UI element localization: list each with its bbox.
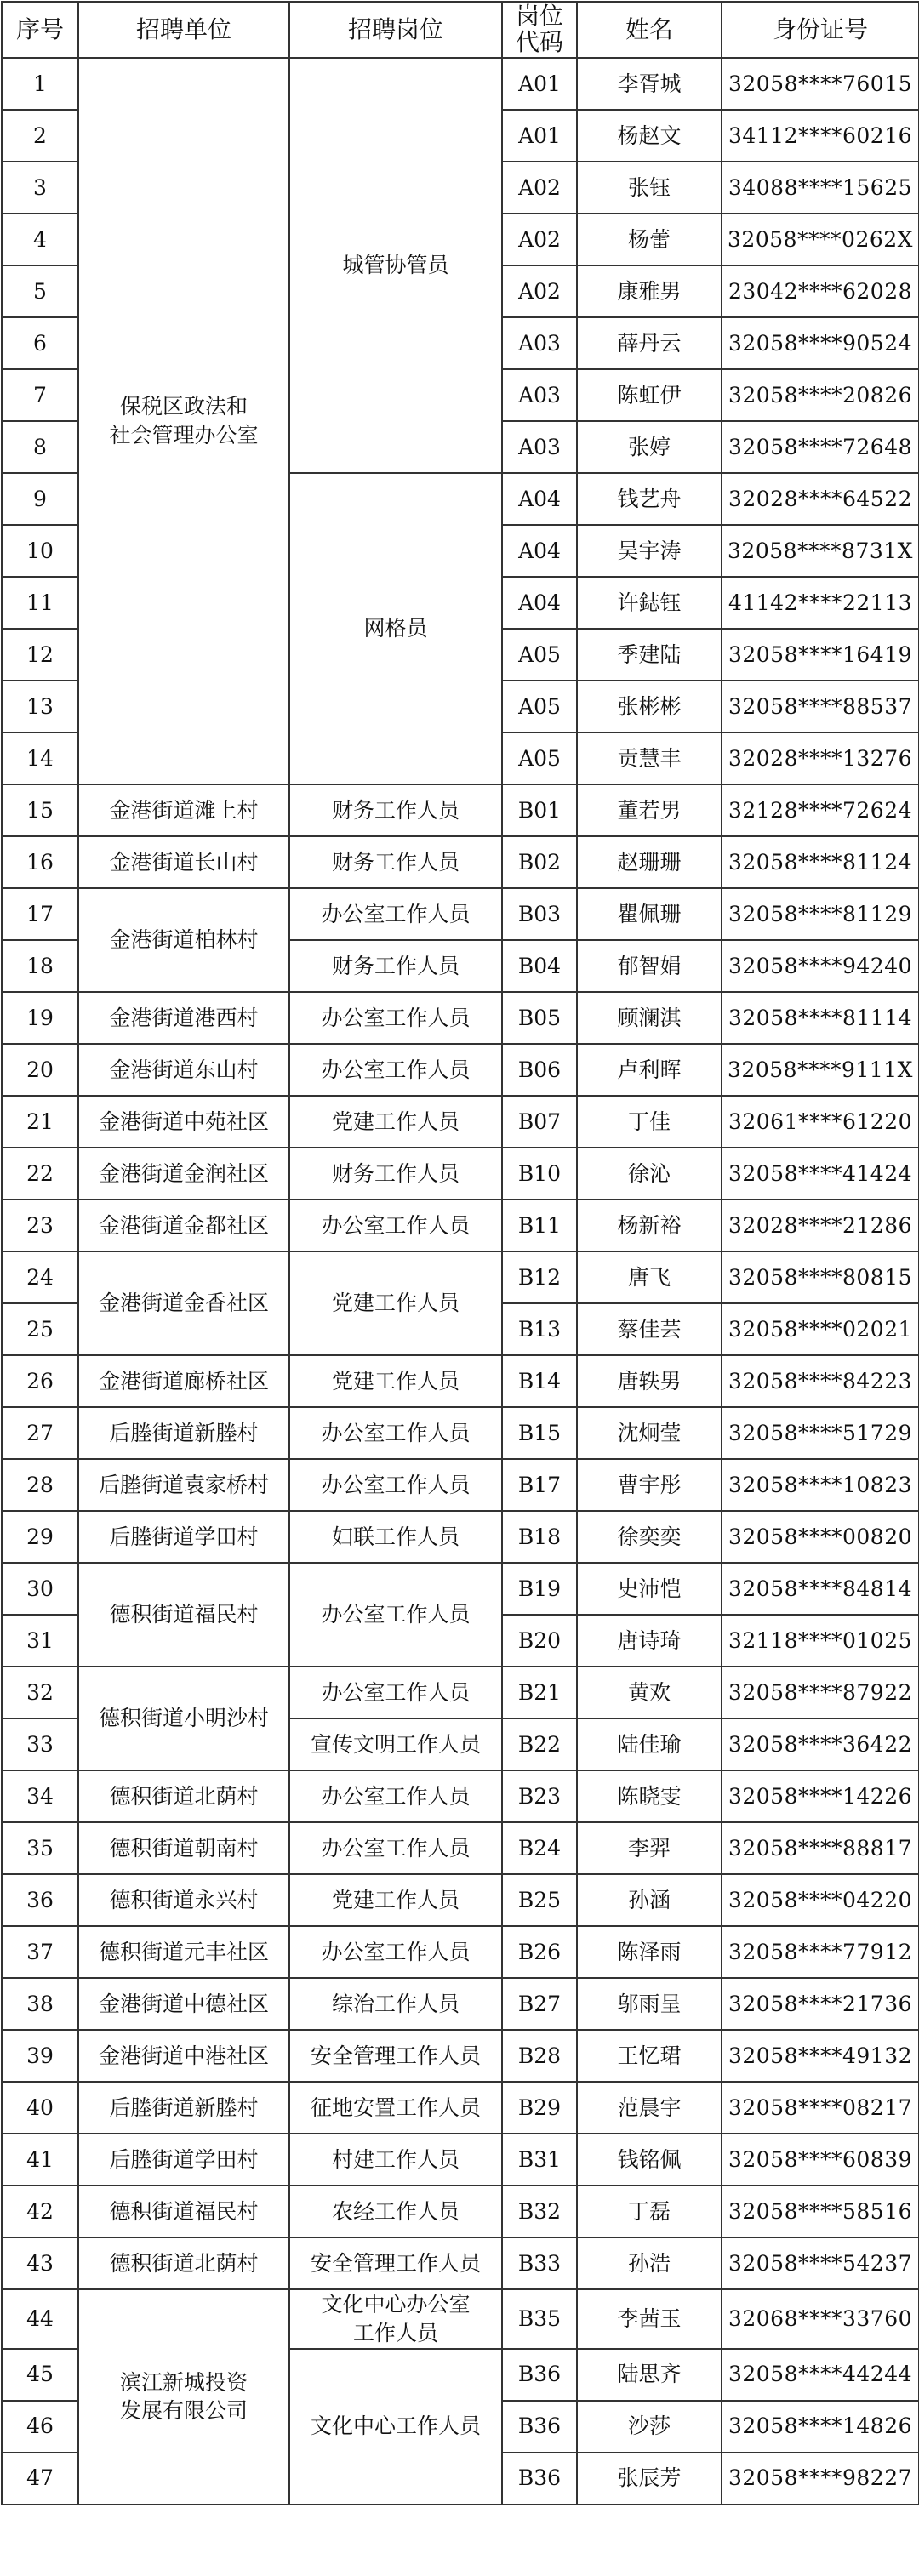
post-code-cell: A04 xyxy=(502,473,577,525)
id-number-cell: 32058****0262X xyxy=(722,214,919,265)
name-cell: 郁智娟 xyxy=(577,940,722,992)
header-seq: 序号 xyxy=(2,2,78,58)
post-cell: 办公室工作人员 xyxy=(289,1667,502,1718)
name-cell: 沈炯莹 xyxy=(577,1407,722,1459)
id-number-cell: 32058****94240 xyxy=(722,940,919,992)
post-code-cell: B22 xyxy=(502,1718,577,1770)
post-code-cell: B18 xyxy=(502,1511,577,1563)
post-code-cell: B26 xyxy=(502,1926,577,1978)
name-cell: 孙涵 xyxy=(577,1874,722,1926)
id-number-cell: 32058****49132 xyxy=(722,2030,919,2082)
post-code-cell: B20 xyxy=(502,1615,577,1667)
post-cell: 妇联工作人员 xyxy=(289,1511,502,1563)
post-code-cell: B17 xyxy=(502,1459,577,1511)
name-cell: 张彬彬 xyxy=(577,681,722,732)
post-code-cell: A03 xyxy=(502,317,577,369)
post-cell: 党建工作人员 xyxy=(289,1096,502,1148)
unit-cell: 金港街道中苑社区 xyxy=(78,1096,289,1148)
name-cell: 董若男 xyxy=(577,784,722,836)
name-cell: 丁磊 xyxy=(577,2186,722,2237)
table-row xyxy=(2,1770,919,1822)
seq-cell: 11 xyxy=(2,577,78,629)
table-row xyxy=(2,2030,919,2082)
post-code-cell: A03 xyxy=(502,369,577,421)
post-code-cell: B12 xyxy=(502,1251,577,1303)
seq-cell: 47 xyxy=(2,2453,78,2505)
id-number-cell: 32058****00820 xyxy=(722,1511,919,1563)
table-row xyxy=(2,2289,919,2349)
post-code-cell: B29 xyxy=(502,2082,577,2134)
id-number-cell: 32058****88817 xyxy=(722,1822,919,1874)
post-cell: 办公室工作人员 xyxy=(289,992,502,1044)
seq-cell: 1 xyxy=(2,58,78,110)
seq-cell: 22 xyxy=(2,1148,78,1200)
post-code-cell: B23 xyxy=(502,1770,577,1822)
name-cell: 赵珊珊 xyxy=(577,836,722,888)
post-cell: 城管协管员 xyxy=(289,58,502,473)
unit-cell: 金港街道港西村 xyxy=(78,992,289,1044)
post-code-cell: B36 xyxy=(502,2349,577,2401)
name-cell: 徐沁 xyxy=(577,1148,722,1200)
id-number-cell: 32058****80815 xyxy=(722,1251,919,1303)
unit-cell: 滨江新城投资 发展有限公司 xyxy=(78,2289,289,2505)
name-cell: 丁佳 xyxy=(577,1096,722,1148)
name-cell: 孙浩 xyxy=(577,2237,722,2289)
id-number-cell: 32028****21286 xyxy=(722,1200,919,1251)
name-cell: 陈泽雨 xyxy=(577,1926,722,1978)
name-cell: 张辰芳 xyxy=(577,2453,722,2505)
name-cell: 徐奕奕 xyxy=(577,1511,722,1563)
post-code-cell: B07 xyxy=(502,1096,577,1148)
post-cell: 办公室工作人员 xyxy=(289,1407,502,1459)
seq-cell: 12 xyxy=(2,629,78,681)
name-cell: 范晨宇 xyxy=(577,2082,722,2134)
seq-cell: 41 xyxy=(2,2134,78,2186)
name-cell: 张婷 xyxy=(577,421,722,473)
name-cell: 李羿 xyxy=(577,1822,722,1874)
post-code-cell: B14 xyxy=(502,1355,577,1407)
post-code-cell: B32 xyxy=(502,2186,577,2237)
table-row xyxy=(2,2186,919,2237)
id-number-cell: 32058****14226 xyxy=(722,1770,919,1822)
seq-cell: 13 xyxy=(2,681,78,732)
table-row xyxy=(2,1667,919,1718)
post-code-cell: A02 xyxy=(502,214,577,265)
roster-body xyxy=(2,58,919,2505)
seq-cell: 32 xyxy=(2,1667,78,1718)
unit-cell: 金港街道金都社区 xyxy=(78,1200,289,1251)
table-row xyxy=(2,1200,919,1251)
table-row xyxy=(2,1563,919,1615)
recruitment-roster-table xyxy=(1,1,919,2505)
seq-cell: 34 xyxy=(2,1770,78,1822)
name-cell: 蔡佳芸 xyxy=(577,1303,722,1355)
unit-cell: 金港街道滩上村 xyxy=(78,784,289,836)
id-number-cell: 32058****14826 xyxy=(722,2401,919,2453)
seq-cell: 10 xyxy=(2,525,78,577)
post-code-cell: B31 xyxy=(502,2134,577,2186)
post-code-cell: A04 xyxy=(502,525,577,577)
seq-cell: 20 xyxy=(2,1044,78,1096)
unit-cell: 后塍街道学田村 xyxy=(78,1511,289,1563)
seq-cell: 38 xyxy=(2,1978,78,2030)
post-code-cell: B06 xyxy=(502,1044,577,1096)
post-cell: 安全管理工作人员 xyxy=(289,2030,502,2082)
name-cell: 陈虹伊 xyxy=(577,369,722,421)
post-code-cell: B36 xyxy=(502,2401,577,2453)
post-code-cell: A02 xyxy=(502,265,577,317)
post-code-cell: B01 xyxy=(502,784,577,836)
id-number-cell: 32058****84814 xyxy=(722,1563,919,1615)
seq-cell: 35 xyxy=(2,1822,78,1874)
seq-cell: 39 xyxy=(2,2030,78,2082)
post-cell: 办公室工作人员 xyxy=(289,1822,502,1874)
unit-cell: 德积街道永兴村 xyxy=(78,1874,289,1926)
seq-cell: 2 xyxy=(2,110,78,162)
post-code-cell: B04 xyxy=(502,940,577,992)
post-cell: 村建工作人员 xyxy=(289,2134,502,2186)
post-code-cell: B33 xyxy=(502,2237,577,2289)
seq-cell: 24 xyxy=(2,1251,78,1303)
seq-cell: 36 xyxy=(2,1874,78,1926)
unit-cell: 德积街道元丰社区 xyxy=(78,1926,289,1978)
name-cell: 杨赵文 xyxy=(577,110,722,162)
post-code-cell: B36 xyxy=(502,2453,577,2505)
id-number-cell: 32058****20826 xyxy=(722,369,919,421)
unit-cell: 金港街道长山村 xyxy=(78,836,289,888)
seq-cell: 33 xyxy=(2,1718,78,1770)
id-number-cell: 32058****54237 xyxy=(722,2237,919,2289)
id-number-cell: 32058****58516 xyxy=(722,2186,919,2237)
post-code-cell: B28 xyxy=(502,2030,577,2082)
unit-cell: 金港街道柏林村 xyxy=(78,888,289,992)
unit-cell: 德积街道北荫村 xyxy=(78,2237,289,2289)
seq-cell: 23 xyxy=(2,1200,78,1251)
seq-cell: 18 xyxy=(2,940,78,992)
table-row xyxy=(2,2134,919,2186)
name-cell: 卢利晖 xyxy=(577,1044,722,1096)
name-cell: 季建陆 xyxy=(577,629,722,681)
seq-cell: 6 xyxy=(2,317,78,369)
table-row xyxy=(2,1874,919,1926)
name-cell: 瞿佩珊 xyxy=(577,888,722,940)
name-cell: 王忆珺 xyxy=(577,2030,722,2082)
unit-cell: 金港街道金香社区 xyxy=(78,1251,289,1355)
table-row xyxy=(2,784,919,836)
post-cell: 办公室工作人员 xyxy=(289,1459,502,1511)
unit-cell: 后塍街道学田村 xyxy=(78,2134,289,2186)
unit-cell: 后塍街道新塍村 xyxy=(78,2082,289,2134)
unit-cell: 德积街道北荫村 xyxy=(78,1770,289,1822)
seq-cell: 25 xyxy=(2,1303,78,1355)
id-number-cell: 32058****88537 xyxy=(722,681,919,732)
post-cell: 办公室工作人员 xyxy=(289,1044,502,1096)
name-cell: 康雅男 xyxy=(577,265,722,317)
unit-cell: 德积街道福民村 xyxy=(78,2186,289,2237)
post-cell: 综治工作人员 xyxy=(289,1978,502,2030)
post-code-cell: A01 xyxy=(502,110,577,162)
table-row xyxy=(2,1148,919,1200)
id-number-cell: 32058****36422 xyxy=(722,1718,919,1770)
post-code-cell: A05 xyxy=(502,629,577,681)
seq-cell: 15 xyxy=(2,784,78,836)
id-number-cell: 32061****61220 xyxy=(722,1096,919,1148)
id-number-cell: 32028****13276 xyxy=(722,732,919,784)
id-number-cell: 32058****9111X xyxy=(722,1044,919,1096)
unit-cell: 后塍街道袁家桥村 xyxy=(78,1459,289,1511)
post-cell: 办公室工作人员 xyxy=(289,1926,502,1978)
id-number-cell: 32058****41424 xyxy=(722,1148,919,1200)
post-cell: 办公室工作人员 xyxy=(289,1200,502,1251)
name-cell: 曹宇彤 xyxy=(577,1459,722,1511)
post-code-cell: B15 xyxy=(502,1407,577,1459)
post-cell: 征地安置工作人员 xyxy=(289,2082,502,2134)
post-cell: 办公室工作人员 xyxy=(289,1563,502,1667)
id-number-cell: 32058****44244 xyxy=(722,2349,919,2401)
name-cell: 杨蕾 xyxy=(577,214,722,265)
seq-cell: 7 xyxy=(2,369,78,421)
id-number-cell: 34088****15625 xyxy=(722,162,919,214)
seq-cell: 5 xyxy=(2,265,78,317)
seq-cell: 45 xyxy=(2,2349,78,2401)
seq-cell: 37 xyxy=(2,1926,78,1978)
id-number-cell: 32058****10823 xyxy=(722,1459,919,1511)
header-name: 姓名 xyxy=(577,2,722,58)
table-row xyxy=(2,2237,919,2289)
name-cell: 邬雨呈 xyxy=(577,1978,722,2030)
name-cell: 沙莎 xyxy=(577,2401,722,2453)
unit-cell: 金港街道东山村 xyxy=(78,1044,289,1096)
id-number-cell: 32058****90524 xyxy=(722,317,919,369)
seq-cell: 27 xyxy=(2,1407,78,1459)
id-number-cell: 32118****01025 xyxy=(722,1615,919,1667)
id-number-cell: 32058****76015 xyxy=(722,58,919,110)
name-cell: 杨新裕 xyxy=(577,1200,722,1251)
seq-cell: 44 xyxy=(2,2289,78,2349)
id-number-cell: 32058****72648 xyxy=(722,421,919,473)
id-number-cell: 32068****33760 xyxy=(722,2289,919,2349)
unit-cell: 后塍街道新塍村 xyxy=(78,1407,289,1459)
seq-cell: 3 xyxy=(2,162,78,214)
seq-cell: 16 xyxy=(2,836,78,888)
header-row xyxy=(2,2,919,58)
name-cell: 张钰 xyxy=(577,162,722,214)
post-code-cell: B25 xyxy=(502,1874,577,1926)
post-code-cell: A01 xyxy=(502,58,577,110)
post-cell: 办公室工作人员 xyxy=(289,1770,502,1822)
unit-cell: 金港街道中港社区 xyxy=(78,2030,289,2082)
seq-cell: 43 xyxy=(2,2237,78,2289)
name-cell: 陆思齐 xyxy=(577,2349,722,2401)
post-code-cell: B02 xyxy=(502,836,577,888)
table-row xyxy=(2,992,919,1044)
name-cell: 吴宇涛 xyxy=(577,525,722,577)
post-cell: 文化中心工作人员 xyxy=(289,2349,502,2505)
id-number-cell: 23042****62028 xyxy=(722,265,919,317)
post-code-cell: B10 xyxy=(502,1148,577,1200)
post-cell: 财务工作人员 xyxy=(289,784,502,836)
name-cell: 唐轶男 xyxy=(577,1355,722,1407)
table-row xyxy=(2,1459,919,1511)
table-row xyxy=(2,1822,919,1874)
unit-cell: 保税区政法和 社会管理办公室 xyxy=(78,58,289,784)
post-cell: 网格员 xyxy=(289,473,502,784)
header-post: 招聘岗位 xyxy=(289,2,502,58)
table-row xyxy=(2,836,919,888)
id-number-cell: 32058****08217 xyxy=(722,2082,919,2134)
post-cell: 文化中心办公室 工作人员 xyxy=(289,2289,502,2349)
table-row xyxy=(2,1511,919,1563)
post-code-cell: B35 xyxy=(502,2289,577,2349)
id-number-cell: 41142****22113 xyxy=(722,577,919,629)
name-cell: 顾澜淇 xyxy=(577,992,722,1044)
id-number-cell: 32058****81129 xyxy=(722,888,919,940)
id-number-cell: 32058****02021 xyxy=(722,1303,919,1355)
seq-cell: 19 xyxy=(2,992,78,1044)
post-code-cell: A05 xyxy=(502,681,577,732)
seq-cell: 9 xyxy=(2,473,78,525)
unit-cell: 金港街道金润社区 xyxy=(78,1148,289,1200)
post-code-cell: B03 xyxy=(502,888,577,940)
name-cell: 薛丹云 xyxy=(577,317,722,369)
seq-cell: 46 xyxy=(2,2401,78,2453)
post-code-cell: A02 xyxy=(502,162,577,214)
name-cell: 钱铭佩 xyxy=(577,2134,722,2186)
seq-cell: 8 xyxy=(2,421,78,473)
post-cell: 办公室工作人员 xyxy=(289,888,502,940)
post-cell: 农经工作人员 xyxy=(289,2186,502,2237)
post-cell: 宣传文明工作人员 xyxy=(289,1718,502,1770)
unit-cell: 德积街道朝南村 xyxy=(78,1822,289,1874)
post-code-cell: B19 xyxy=(502,1563,577,1615)
post-cell: 党建工作人员 xyxy=(289,1251,502,1355)
id-number-cell: 32058****77912 xyxy=(722,1926,919,1978)
header-id-number: 身份证号 xyxy=(722,2,919,58)
name-cell: 李茜玉 xyxy=(577,2289,722,2349)
post-code-cell: B11 xyxy=(502,1200,577,1251)
id-number-cell: 32058****21736 xyxy=(722,1978,919,2030)
seq-cell: 26 xyxy=(2,1355,78,1407)
seq-cell: 21 xyxy=(2,1096,78,1148)
id-number-cell: 32058****60839 xyxy=(722,2134,919,2186)
name-cell: 贡慧丰 xyxy=(577,732,722,784)
seq-cell: 31 xyxy=(2,1615,78,1667)
id-number-cell: 32058****98227 xyxy=(722,2453,919,2505)
post-cell: 党建工作人员 xyxy=(289,1874,502,1926)
unit-cell: 金港街道中德社区 xyxy=(78,1978,289,2030)
name-cell: 陆佳瑜 xyxy=(577,1718,722,1770)
post-cell: 财务工作人员 xyxy=(289,836,502,888)
name-cell: 唐诗琦 xyxy=(577,1615,722,1667)
unit-cell: 金港街道廊桥社区 xyxy=(78,1355,289,1407)
unit-cell: 德积街道福民村 xyxy=(78,1563,289,1667)
seq-cell: 30 xyxy=(2,1563,78,1615)
table-row xyxy=(2,1407,919,1459)
seq-cell: 17 xyxy=(2,888,78,940)
post-code-cell: B24 xyxy=(502,1822,577,1874)
name-cell: 唐飞 xyxy=(577,1251,722,1303)
unit-cell: 德积街道小明沙村 xyxy=(78,1667,289,1770)
table-row xyxy=(2,1251,919,1303)
seq-cell: 29 xyxy=(2,1511,78,1563)
table-row xyxy=(2,2082,919,2134)
name-cell: 许鋕钰 xyxy=(577,577,722,629)
id-number-cell: 32128****72624 xyxy=(722,784,919,836)
seq-cell: 4 xyxy=(2,214,78,265)
id-number-cell: 32058****51729 xyxy=(722,1407,919,1459)
seq-cell: 14 xyxy=(2,732,78,784)
name-cell: 陈晓雯 xyxy=(577,1770,722,1822)
header-unit: 招聘单位 xyxy=(78,2,289,58)
post-code-cell: A05 xyxy=(502,732,577,784)
post-code-cell: B13 xyxy=(502,1303,577,1355)
id-number-cell: 32058****81114 xyxy=(722,992,919,1044)
post-cell: 安全管理工作人员 xyxy=(289,2237,502,2289)
table-row xyxy=(2,1096,919,1148)
id-number-cell: 32058****87922 xyxy=(722,1667,919,1718)
name-cell: 钱艺舟 xyxy=(577,473,722,525)
post-code-cell: B21 xyxy=(502,1667,577,1718)
seq-cell: 28 xyxy=(2,1459,78,1511)
post-code-cell: A04 xyxy=(502,577,577,629)
seq-cell: 40 xyxy=(2,2082,78,2134)
table-row xyxy=(2,1044,919,1096)
table-row xyxy=(2,58,919,110)
seq-cell: 42 xyxy=(2,2186,78,2237)
id-number-cell: 32058****84223 xyxy=(722,1355,919,1407)
post-code-cell: A03 xyxy=(502,421,577,473)
id-number-cell: 34112****60216 xyxy=(722,110,919,162)
post-cell: 财务工作人员 xyxy=(289,1148,502,1200)
name-cell: 李胥城 xyxy=(577,58,722,110)
id-number-cell: 32028****64522 xyxy=(722,473,919,525)
name-cell: 史沛恺 xyxy=(577,1563,722,1615)
table-row xyxy=(2,1926,919,1978)
id-number-cell: 32058****16419 xyxy=(722,629,919,681)
id-number-cell: 32058****81124 xyxy=(722,836,919,888)
post-code-cell: B05 xyxy=(502,992,577,1044)
post-cell: 党建工作人员 xyxy=(289,1355,502,1407)
id-number-cell: 32058****8731X xyxy=(722,525,919,577)
header-post-code: 岗位 代码 xyxy=(502,2,577,58)
table-row xyxy=(2,1355,919,1407)
post-code-cell: B27 xyxy=(502,1978,577,2030)
table-row xyxy=(2,888,919,940)
id-number-cell: 32058****04220 xyxy=(722,1874,919,1926)
post-cell: 财务工作人员 xyxy=(289,940,502,992)
table-row xyxy=(2,1978,919,2030)
name-cell: 黄欢 xyxy=(577,1667,722,1718)
